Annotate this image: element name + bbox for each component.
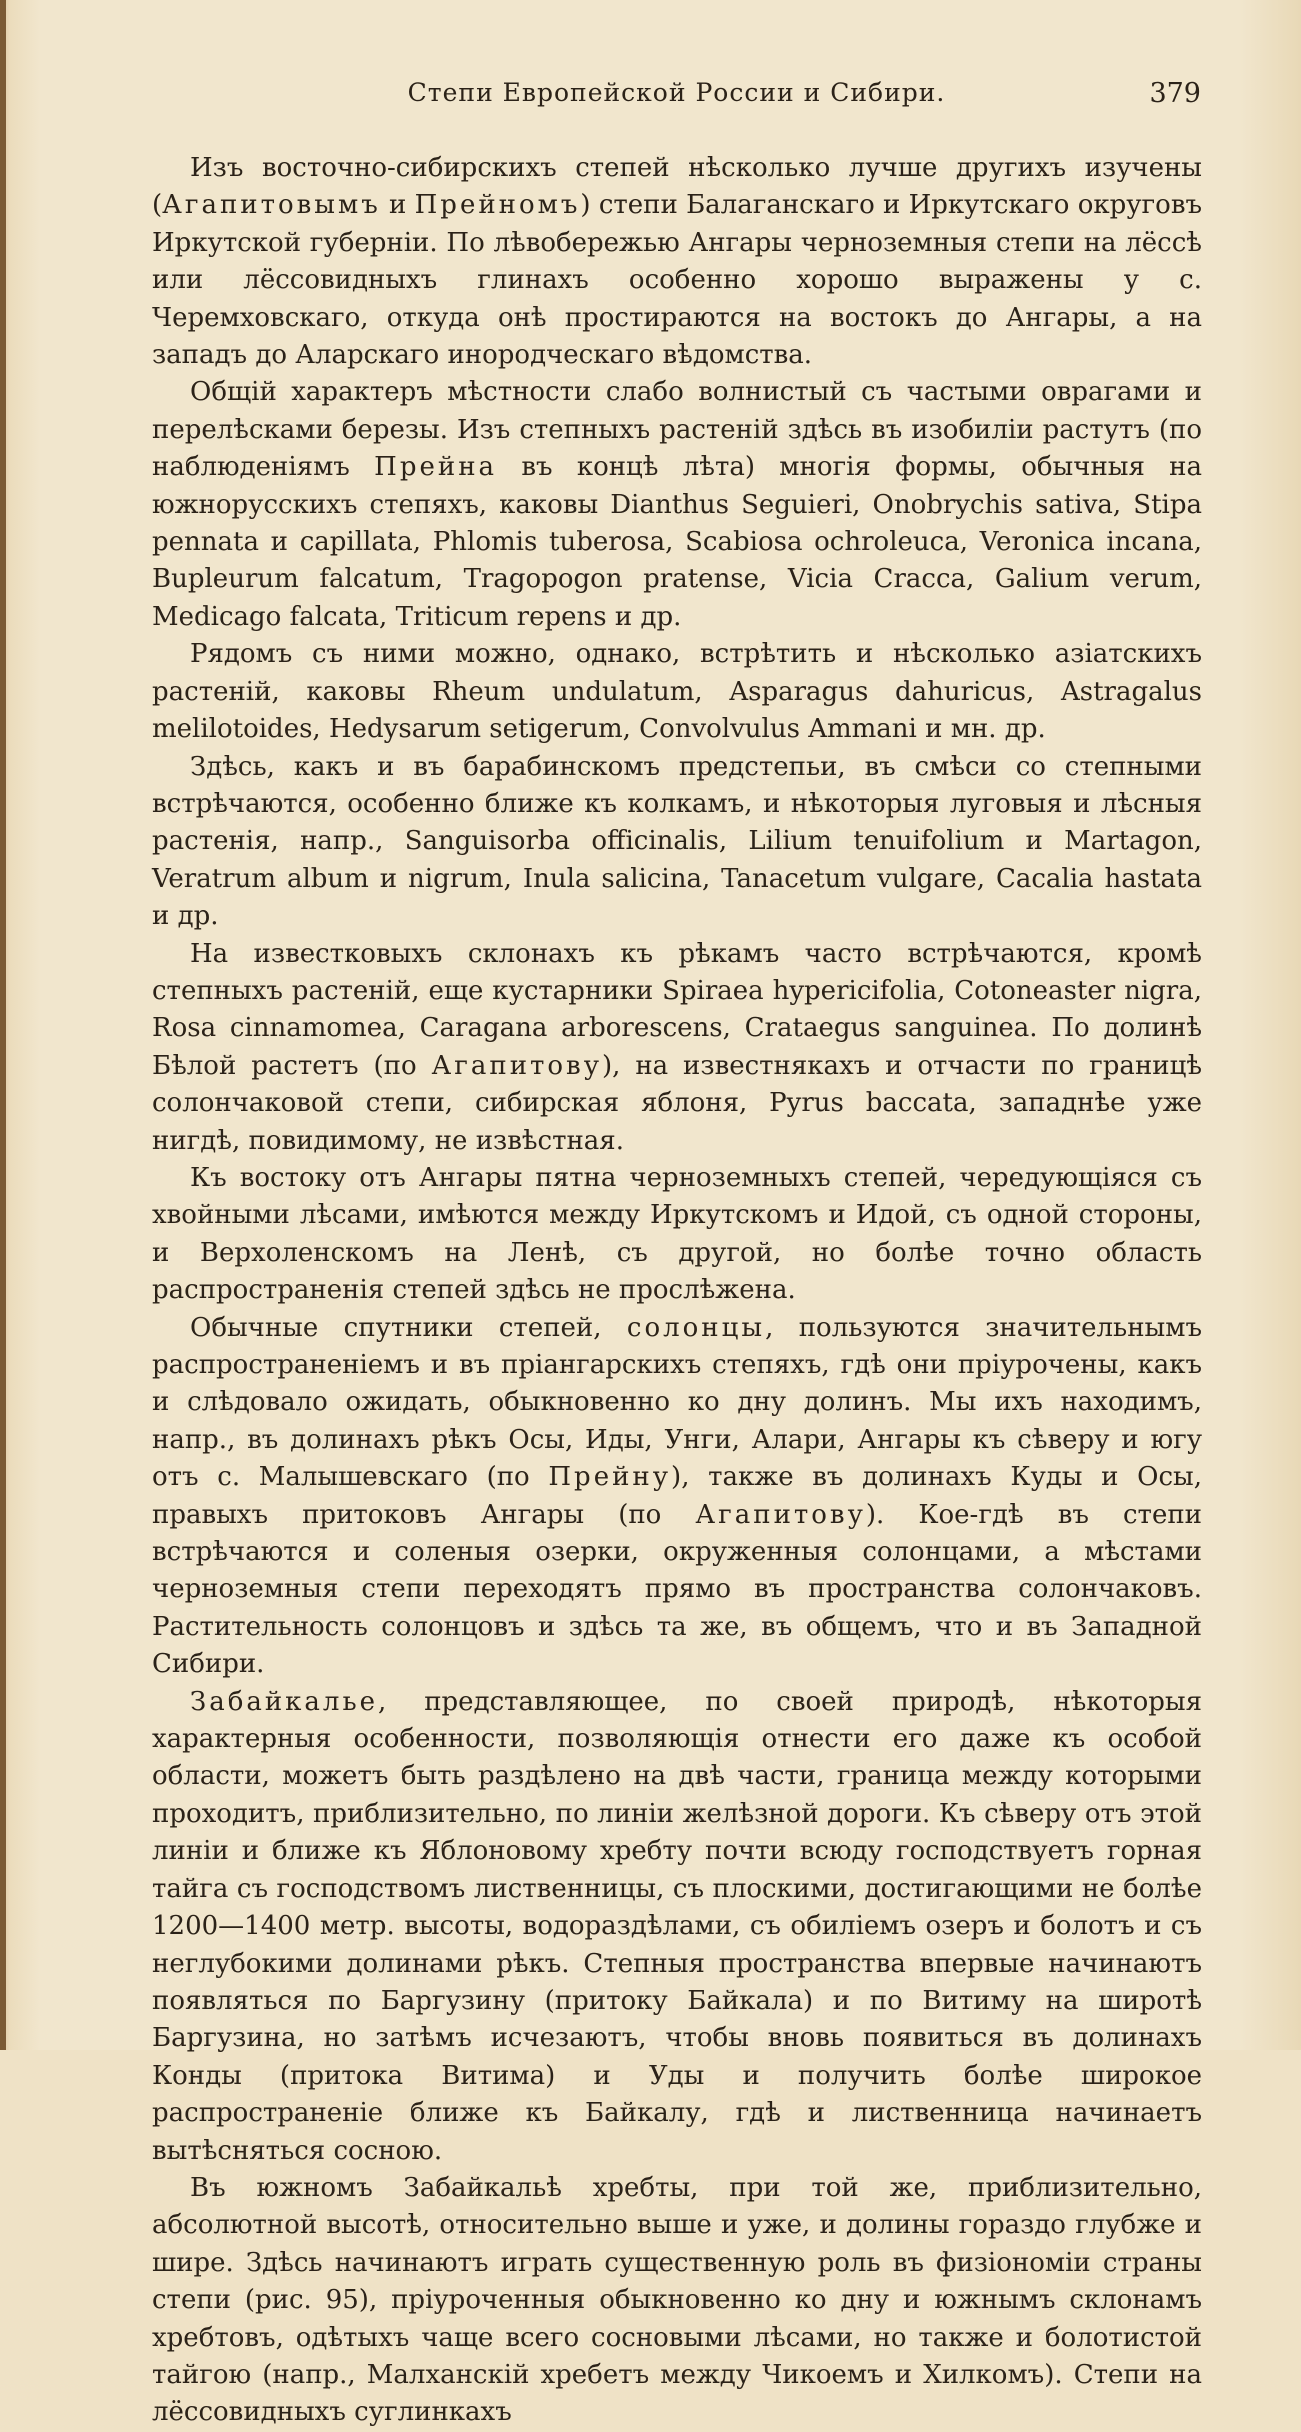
text-run: ). Кое-гдѣ въ степи встрѣчаются и соленыя озерки, окруженныя солонцами, а мѣстами черноземныя степи переходятъ прямо въ пространства солончаковъ. Растительность солонцовъ и здѣсь та же, въ общемъ, что и въ Западной Сибири.	[152, 1499, 1202, 1680]
paragraph	[152, 374, 1202, 636]
running-title: Степи Европейской России и Сибири.	[407, 78, 946, 107]
text-run: ) степи Балаганскаго и Иркутскаго округовъ Иркутской губерніи. По лѣвобережью Ангары черноземныя степи на лёссѣ или лёссовидныхъ глинахъ особенно хорошо выражены у с. Черемховскаго, откуда онѣ простираются на востокъ до Ангары, а на западъ до Аларскаго инородческаго вѣдомства.	[152, 190, 1202, 371]
spaced-name: Агапитовымъ	[162, 190, 381, 221]
paragraph	[152, 1684, 1202, 2170]
text-run: Рядомъ съ ними можно, однако, встрѣтить и нѣсколько азіатскихъ растеній, каковы Rheum undulatum, Asparagus dahuricus, Astragalus melilotoides, Hedysarum setigerum, Convolvulus Ammani и мн. др.	[152, 639, 1202, 745]
text-run: Изъ восточно-сибирскихъ степей нѣсколько лучше другихъ изучены (	[152, 153, 1202, 221]
text-run: Здѣсь, какъ и въ барабинскомъ предстепьи, въ смѣси со степными встрѣчаются, особенно ближе къ колкамъ, и нѣкоторыя луговыя и лѣсныя растенія, напр., Sanguisorba officinalis, Lilium tenuifolium и Martagon, Veratrum album и nigrum, Inula salicina, Tanacetum vulgare, Cacalia hastata и др.	[152, 751, 1202, 932]
spaced-name: Забайкалье	[190, 1686, 378, 1717]
spaced-name: солонцы	[626, 1312, 766, 1343]
paragraph	[152, 936, 1202, 1160]
text-run: ), на известнякахъ и отчасти по границѣ солончаковой степи, сибирская яблоня, Pyrus baccata, западнѣе уже нигдѣ, повидимому, не извѣстная.	[152, 1050, 1202, 1156]
page-header	[152, 78, 1201, 118]
paragraph	[152, 150, 1202, 374]
body-text	[152, 150, 1202, 2432]
spaced-name: Агапитову	[695, 1499, 866, 1530]
text-run: и	[380, 190, 415, 221]
text-run: Общій характеръ мѣстности слабо волнистый съ частыми оврагами и перелѣсками березы. Изъ степныхъ растеній здѣсь въ изобиліи растутъ (по наблюденіямъ	[152, 377, 1202, 483]
text-run: На известковыхъ склонахъ къ рѣкамъ часто встрѣчаются, кромѣ степныхъ растеній, еще кустарники Spiraea hypericifolia, Cotoneaster nigra, Rosa cinnamomea, Caragana arborescens, Crataegus sanguinea. По долинѣ Бѣлой растетъ (по	[152, 938, 1202, 1081]
spaced-name: Агапитову	[431, 1050, 602, 1081]
text-run: , пользуются значительнымъ распространеніемъ и въ пріангарскихъ степяхъ, гдѣ они пріурочены, какъ и слѣдовало ожидать, обыкновенно ко дну долинъ. Мы ихъ находимъ, напр., въ долинахъ рѣкъ Осы, Иды, Унги, Алари, Ангары къ сѣверу и югу отъ с. Малышевскаго (по	[152, 1312, 1203, 1493]
paragraph	[152, 636, 1202, 748]
text-run: Къ востоку отъ Ангары пятна черноземныхъ степей, чередующіяся съ хвойными лѣсами, имѣются между Иркутскомъ и Идой, съ одной стороны, и Верхоленскомъ на Ленѣ, съ другой, но болѣе точно область распространенія степей здѣсь не прослѣжена.	[152, 1162, 1202, 1306]
paragraph	[152, 749, 1202, 936]
text-run: Обычные спутники степей,	[190, 1312, 627, 1343]
text-run: , представляющее, по своей природѣ, нѣкоторыя характерныя особенности, позволяющія отнести его даже къ особой области, можетъ быть раздѣлено на двѣ части, граница между которыми проходитъ, приблизительно, по линіи желѣзной дороги. Къ сѣверу отъ этой линіи и ближе къ Яблоновому хребту почти всюду господствуетъ горная тайга съ господствомъ лиственницы, съ плоскими, достигающими не болѣе 1200—1400 метр. высоты, водораздѣлами, съ обиліемъ озеръ и болотъ и съ неглубокими долинами рѣкъ. Степныя пространства впервые начинаютъ появляться по Баргузину (притоку Байкала) и по Витиму на широтѣ Баргузина, но затѣмъ исчезаютъ, чтобы вновь появиться въ долинахъ Конды (притока Витима) и Уды и получить болѣе широкое распространеніе ближе къ Байкалу, гдѣ и лиственница начинаетъ вытѣсняться сосною.	[152, 1686, 1202, 2166]
spaced-name: Прейна	[374, 452, 498, 483]
text-run: въ концѣ лѣта) многія формы, обычныя на южнорусскихъ степяхъ, каковы Dianthus Seguieri, Onobrychis sativa, Stipa pennata и capillata, Phlomis tuberosa, Scabiosa ochroleuca, Veronica incana, Bupleurum falcatum, Tragopogon pratense, Vicia Cracca, Galium verum, Medicago falcata, Triticum repens и др.	[152, 452, 1202, 632]
paragraph	[152, 1160, 1202, 1310]
paragraph	[152, 2170, 1202, 2432]
page-number: 379	[1149, 78, 1201, 109]
text-run: ), также въ долинахъ Куды и Осы, правыхъ притоковъ Ангары (по	[152, 1462, 1202, 1530]
page-edge	[0, 0, 6, 2050]
spaced-name: Прейну	[548, 1462, 672, 1493]
paragraph	[152, 1310, 1202, 1684]
text-run: Въ южномъ Забайкальѣ хребты, при той же, приблизительно, абсолютной высотѣ, относительно выше и уже, и долины гораздо глубже и шире. Здѣсь начинаютъ играть существенную роль въ физіономіи страны степи (рис. 95), пріуроченныя обыкновенно ко дну и южнымъ склонамъ хребтовъ, одѣтыхъ чаще всего сосновыми лѣсами, но также и болотистой тайгою (напр., Малханскій хребетъ между Чикоемъ и Хилкомъ). Степи на лёссовидныхъ суглинкахъ	[152, 2172, 1202, 2428]
spaced-name: Прейномъ	[414, 190, 581, 221]
